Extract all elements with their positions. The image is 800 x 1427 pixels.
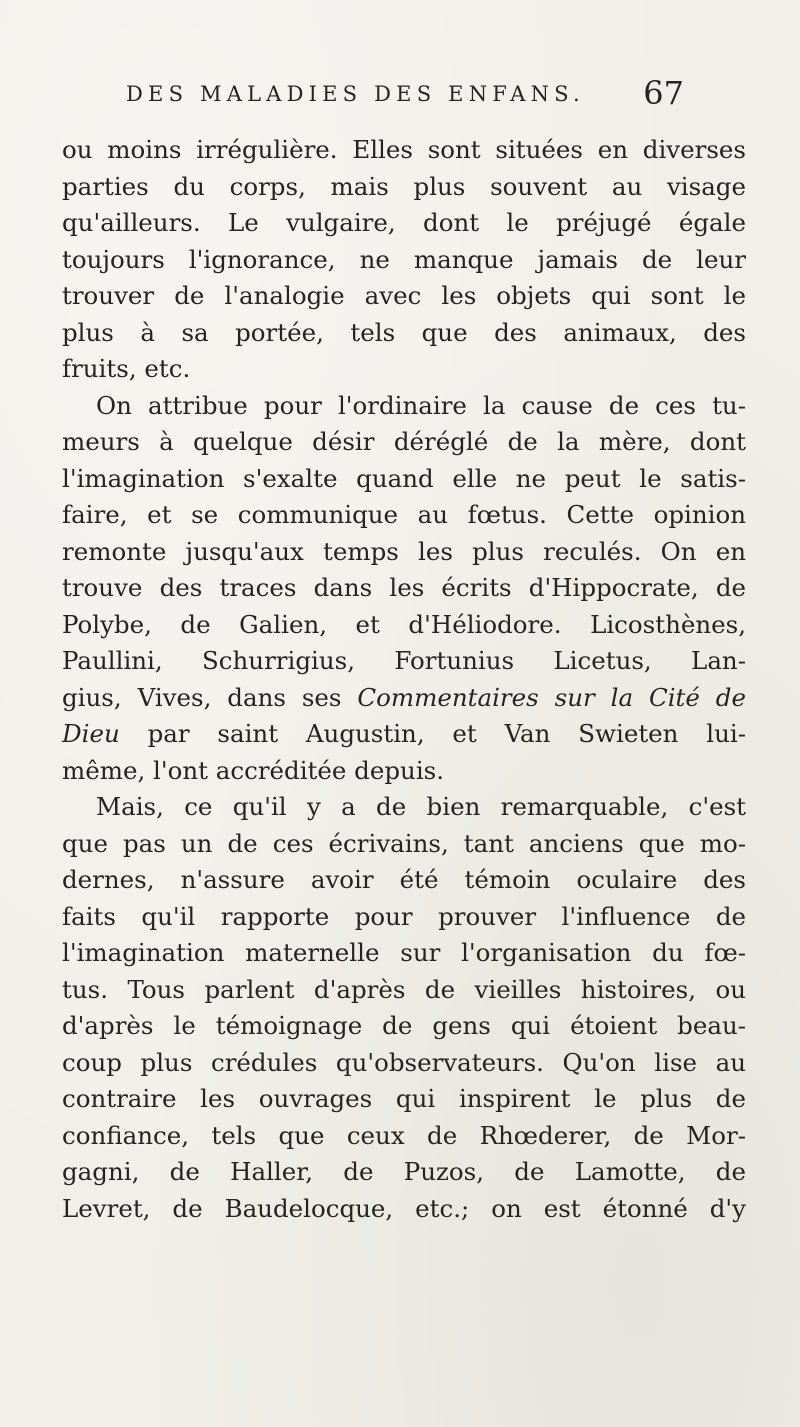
paragraph-start-line: Mais, ce qu'il y a de bien remarquable, c'est <box>96 792 746 821</box>
text-line: faire, et se communique au fœtus. Cette opinion <box>62 500 746 529</box>
book-title-italic: Dieu <box>62 719 120 748</box>
text-line: faits qu'il rapporte pour prouver l'influence de <box>62 901 746 931</box>
text-line: plus à sa portée, tels que des animaux, des <box>62 317 746 347</box>
text-line: Paullini, Schurrigius, Fortunius Licetus, Lan- <box>62 646 746 675</box>
text-line: parties du corps, mais plus souvent au visage <box>62 171 746 201</box>
text-line: trouver de l'analogie avec les objets qui sont le <box>62 281 746 310</box>
running-title: DES MALADIES DES ENFANS. <box>126 82 585 106</box>
text-line: qu'ailleurs. Le vulgaire, dont le préjugé égale <box>62 208 746 237</box>
body-text <box>62 132 746 1227</box>
text-line: gius, Vives, dans ses Commentaires sur la Cité de <box>62 682 746 712</box>
text-line: coup plus crédules qu'observateurs. Qu'on lise au <box>62 1047 746 1077</box>
text-line: contraire les ouvrages qui inspirent le plus de <box>62 1084 746 1113</box>
text-line: l'imagination maternelle sur l'organisation du fœ- <box>62 938 746 967</box>
text-line: toujours l'ignorance, ne manque jamais de leur <box>62 244 746 274</box>
paragraph-start-line: On attribue pour l'ordinaire la cause de ces tu- <box>96 390 746 420</box>
text-line: l'imagination s'exalte quand elle ne peut le satis- <box>62 463 746 493</box>
text-line: meurs à quelque désir déréglé de la mère, dont <box>62 427 746 456</box>
text-line: Levret, de Baudelocque, etc.; on est étonné d'y <box>62 1193 746 1223</box>
text-line: remonte jusqu'aux temps les plus reculés. On en <box>62 536 746 566</box>
text-line: Dieu par saint Augustin, et Van Swieten lui- <box>62 719 746 748</box>
text-line: confiance, tels que ceux de Rhœderer, de Mor- <box>62 1120 746 1150</box>
text-line: dernes, n'assure avoir été témoin oculaire des <box>62 865 746 894</box>
text-line: Polybe, de Galien, et d'Héliodore. Licosthènes, <box>62 609 746 639</box>
text-line: que pas un de ces écrivains, tant anciens que mo- <box>62 828 746 858</box>
running-head <box>126 76 684 116</box>
page-number: 67 <box>643 74 684 112</box>
text-line: tus. Tous parlent d'après de vieilles histoires, ou <box>62 974 746 1004</box>
text-line: trouve des traces dans les écrits d'Hippocrate, de <box>62 573 746 602</box>
text-line: ou moins irrégulière. Elles sont situées en diverses <box>62 135 746 164</box>
text-line: fruits, etc. <box>62 354 191 383</box>
text-line: même, l'ont accréditée depuis. <box>62 755 445 785</box>
book-title-italic: Commentaires sur la Cité de <box>357 682 746 712</box>
text-line: d'après le témoignage de gens qui étoient beau- <box>62 1011 746 1040</box>
text-line: gagni, de Haller, de Puzos, de Lamotte, de <box>62 1157 746 1186</box>
